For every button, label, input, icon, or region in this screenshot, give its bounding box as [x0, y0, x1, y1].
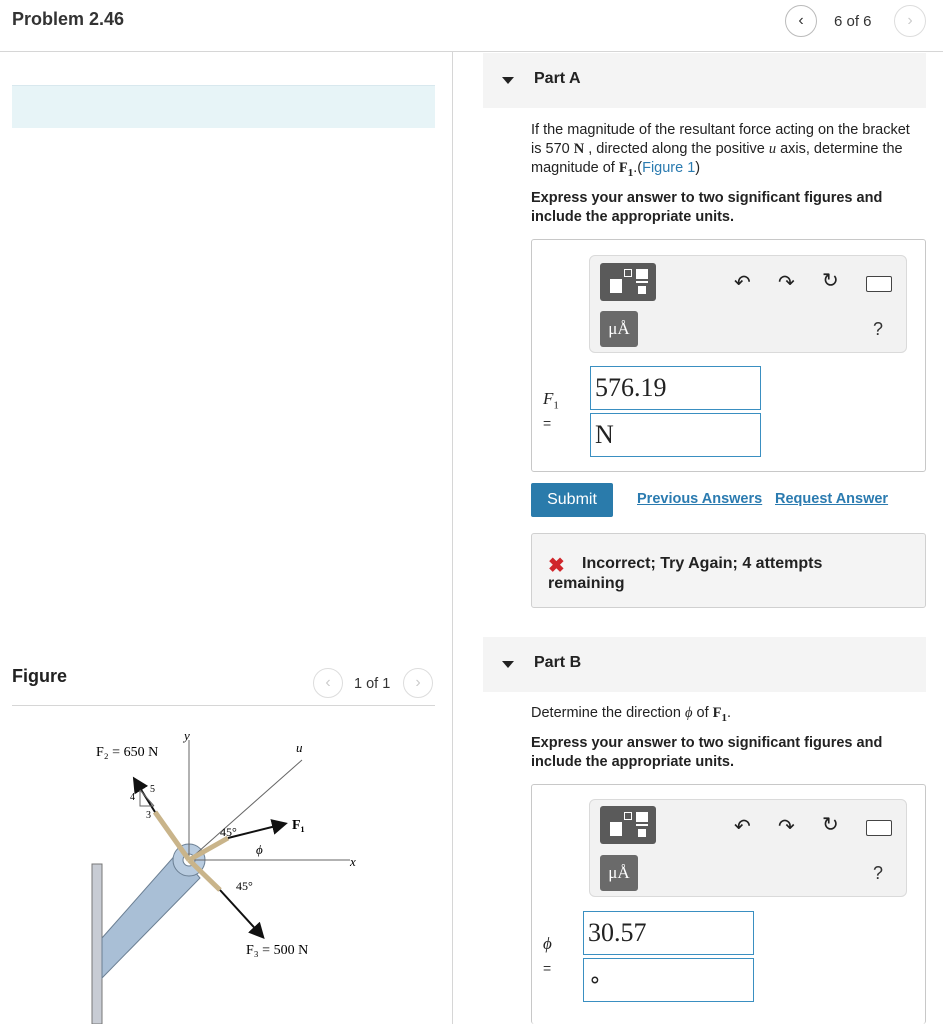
reset-icon[interactable]: ↻ [822, 270, 839, 292]
part-b-equals: = [543, 960, 552, 976]
collapse-triangle-icon [502, 77, 514, 84]
feedback-message: Incorrect; Try Again; 4 attempts remaining [548, 555, 823, 592]
panel-divider [452, 52, 453, 1024]
x-mark-icon: ✖ [548, 555, 565, 577]
undo-icon[interactable]: ↶ [734, 272, 751, 294]
collapse-triangle-icon [502, 661, 514, 668]
keyboard-icon[interactable] [866, 820, 892, 836]
f1-label: F₁ [292, 818, 305, 833]
f3-arrow [220, 890, 262, 936]
part-b-question: Determine the direction ϕ of $F_1$. [531, 705, 732, 724]
help-button[interactable]: ? [873, 863, 884, 883]
y-axis-label: y [184, 728, 190, 743]
f2-label: F₂ = 650 N [96, 745, 159, 760]
redo-icon[interactable]: ↷ [778, 272, 795, 294]
next-problem-button[interactable] [894, 5, 926, 37]
templates-icon[interactable] [600, 263, 656, 301]
tri-label-4: 4 [130, 792, 135, 803]
part-b-title: Part B [534, 654, 582, 671]
part-a-equals: = [543, 415, 552, 431]
previous-figure-button[interactable] [313, 668, 343, 698]
reset-icon[interactable]: ↻ [822, 814, 839, 836]
wall [92, 864, 102, 1024]
part-b-units-input[interactable]: ∘ [583, 958, 754, 1002]
problem-pager: 6 of 6 [834, 13, 872, 30]
part-a-variable: $F_1$ [543, 389, 559, 412]
chevron-left-icon: ‹ [325, 674, 331, 691]
next-figure-button[interactable] [403, 668, 433, 698]
part-a-question: If the magnitude of the resultant force acting on the bracket is 570 N , directed along the positive u axis, determine the magnitude of $F_1.(Figure$ 1) [531, 122, 910, 179]
help-button[interactable]: ? [873, 319, 884, 339]
part-b-header[interactable] [483, 637, 926, 692]
angle-45-bottom: 45° [236, 879, 253, 893]
problem-title: Problem 2.46 [12, 9, 125, 29]
phi-label: ϕ [256, 842, 263, 857]
keyboard-icon[interactable] [866, 276, 892, 292]
part-b-variable: ϕ [543, 934, 552, 953]
part-a-units-input[interactable]: N [590, 413, 761, 457]
x-axis-label: x [350, 854, 356, 869]
previous-answers-link[interactable]: Previous Answers [637, 491, 763, 507]
top-bar [0, 0, 943, 52]
figure-link[interactable]: Figure 1 [642, 160, 696, 176]
figure-divider [12, 705, 435, 706]
feedback-box [531, 533, 926, 608]
tri-label-5: 5 [150, 784, 155, 795]
part-b-value-input[interactable]: 30.57 [583, 911, 754, 955]
u-axis-label: u [296, 740, 303, 755]
chevron-right-icon: › [415, 674, 421, 691]
u-axis [189, 760, 302, 860]
part-a-instructions: Express your answer to two significant figures and include the appropriate units. [531, 190, 883, 225]
part-a-value-input[interactable]: 576.19 [590, 366, 761, 410]
chevron-left-icon: ‹ [798, 12, 804, 29]
undo-icon[interactable]: ↶ [734, 816, 751, 838]
redo-icon[interactable]: ↷ [778, 816, 795, 838]
force-diagram [80, 728, 380, 1024]
part-a-math-toolbar [589, 255, 907, 353]
part-b-math-toolbar [589, 799, 907, 897]
units-button[interactable]: μÅ [600, 311, 638, 347]
tri-label-3: 3 [146, 810, 151, 821]
part-b-instructions: Express your answer to two significant figures and include the appropriate units. [531, 735, 883, 770]
angle-45-top: 45° [220, 825, 237, 839]
figure-pager: 1 of 1 [354, 676, 391, 692]
previous-problem-button[interactable] [785, 5, 817, 37]
part-a-title: Part A [534, 70, 581, 87]
request-answer-link[interactable]: Request Answer [775, 491, 889, 507]
part-a-header[interactable] [483, 53, 926, 108]
templates-icon[interactable] [600, 806, 656, 844]
figure-title: Figure [12, 666, 68, 686]
units-button[interactable]: μÅ [600, 855, 638, 891]
f3-label: F₃ = 500 N [246, 943, 309, 958]
chevron-right-icon: › [907, 12, 913, 29]
info-banner [12, 85, 435, 128]
submit-button[interactable]: Submit [531, 483, 613, 517]
